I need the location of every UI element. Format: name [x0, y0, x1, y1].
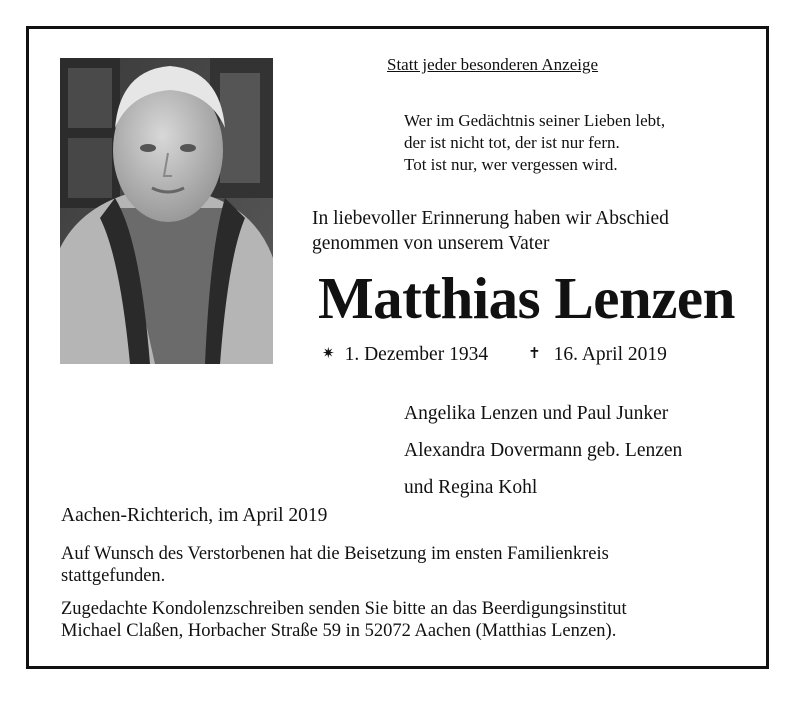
poem-line: Tot ist nur, wer vergessen wird.: [404, 155, 618, 174]
portrait-photo: [60, 58, 273, 364]
family-line: Angelika Lenzen und Paul Junker: [404, 403, 669, 424]
portrait-photo-svg: [60, 58, 273, 364]
poem-line: Wer im Gedächtnis seiner Lieben lebt,: [404, 111, 666, 130]
intro-line: In liebevoller Erinnerung haben wir Abschied: [312, 208, 669, 229]
burial-line: stattgefunden.: [61, 566, 166, 586]
condolence-line: Zugedachte Kondolenzschreiben senden Sie bitte an das Beerdigungsinstitut: [61, 599, 627, 619]
place-date: Aachen-Richterich, im April 2019: [61, 505, 328, 526]
birth-star-icon: ✷: [322, 346, 335, 362]
death-date: 16. April 2019: [553, 344, 667, 365]
family-line: und Regina Kohl: [404, 477, 538, 498]
condolence-note: [61, 598, 627, 642]
family-list: [404, 395, 682, 506]
burial-note: [61, 543, 609, 587]
death-cross-icon: ✝: [528, 346, 541, 362]
birth-date: 1. Dezember 1934: [344, 344, 489, 365]
intro-text: [312, 206, 669, 256]
poem-line: der ist nicht tot, der ist nur fern.: [404, 133, 620, 152]
burial-line: Auf Wunsch des Verstorbenen hat die Beisetzung im ensten Familienkreis: [61, 544, 609, 564]
intro-line: genommen von unserem Vater: [312, 233, 550, 254]
condolence-line: Michael Claßen, Horbacher Straße 59 in 52072 Aachen (Matthias Lenzen).: [61, 621, 617, 641]
life-dates: [322, 344, 667, 366]
poem: [404, 110, 665, 176]
notice-header: Statt jeder besonderen Anzeige: [387, 55, 599, 74]
family-line: Alexandra Dovermann geb. Lenzen: [404, 440, 683, 461]
deceased-name: Matthias Lenzen: [318, 265, 735, 331]
